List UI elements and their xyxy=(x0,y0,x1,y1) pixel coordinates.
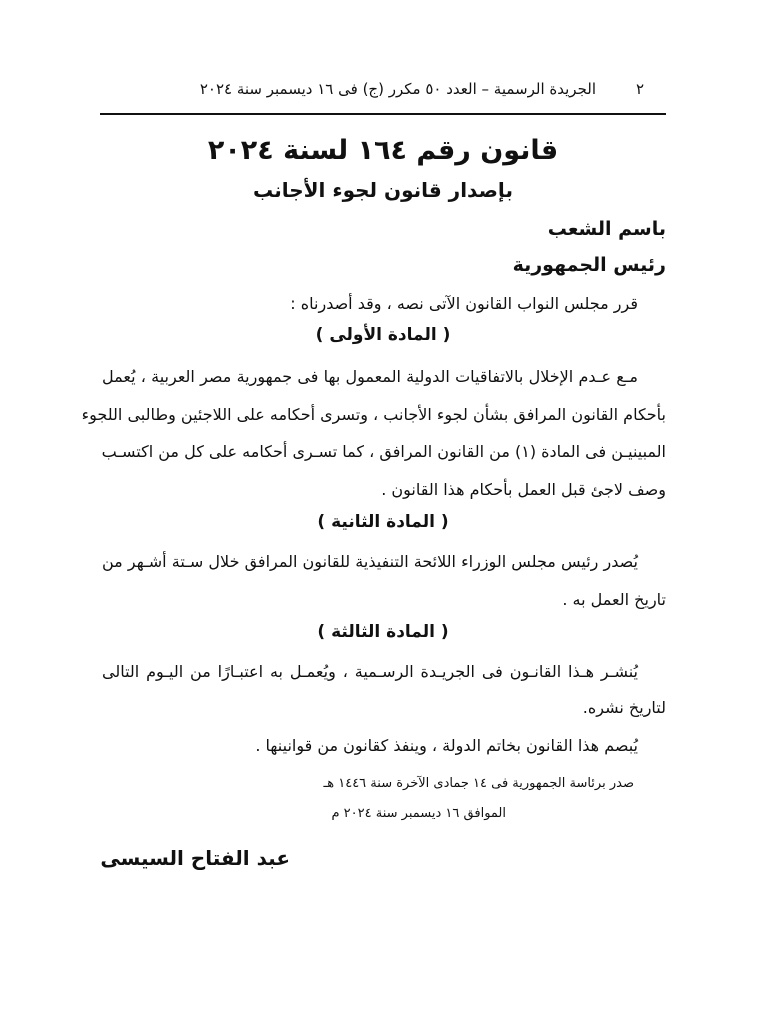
article-2-line: تاريخ العمل به . xyxy=(562,590,666,609)
article-2-line: يُصدر رئيس مجلس الوزراء اللائحة التنفيذية للقانون المرافق خلال سـتة أشـهر من xyxy=(102,552,638,571)
in-name-of-heading: باسم الشعب xyxy=(547,218,666,240)
preamble: قرر مجلس النواب القانون الآتى نصه ، وقد أصدرناه : xyxy=(290,294,638,313)
article-2-title: ( المادة الثانية ) xyxy=(317,512,449,532)
article-1-title: ( المادة الأولى ) xyxy=(315,325,451,345)
page-number: ٢ xyxy=(635,80,644,98)
article-1-line: بأحكام القانون المرافق بشأن لجوء الأجانب ، وتسرى أحكامه على اللاجئين وطالبى اللجوء xyxy=(81,405,666,424)
president-signature: عبد الفتاح السيسى xyxy=(100,846,290,870)
gazette-header: الجريدة الرسمية – العدد ٥٠ مكرر (ج) فى ١٦ ديسمبر سنة ٢٠٢٤ xyxy=(199,80,596,98)
law-subtitle: بإصدار قانون لجوء الأجانب xyxy=(253,178,513,202)
law-title: قانون رقم ١٦٤ لسنة ٢٠٢٤ xyxy=(207,135,559,166)
issued-date: صدر برئاسة الجمهورية فى ١٤ جمادى الآخرة سنة ١٤٤٦ هـ xyxy=(323,776,634,791)
header-rule xyxy=(100,113,666,115)
seal-statement: يُبصم هذا القانون بخاتم الدولة ، وينفذ كقانون من قوانينها . xyxy=(255,736,638,755)
article-1-line: المبينيـن فى المادة (١) من القانون المرافق ، كما تسـرى أحكامه على كل من اكتسـب xyxy=(101,442,666,461)
article-1-line: مـع عـدم الإخلال بالاتفاقيات الدولية المعمول بها فى جمهورية مصر العربية ، يُعمل xyxy=(102,367,638,386)
article-3-title: ( المادة الثالثة ) xyxy=(317,622,449,642)
article-3-line: يُنشـر هـذا القانـون فى الجريـدة الرسـمية ، ويُعمـل به اعتبـارًا من اليـوم التالى xyxy=(102,662,638,681)
president-heading: رئيس الجمهورية xyxy=(512,254,666,276)
gregorian-date: الموافق ١٦ ديسمبر سنة ٢٠٢٤ م xyxy=(331,806,506,821)
article-1-line: وصف لاجئ قبل العمل بأحكام هذا القانون . xyxy=(381,480,666,499)
article-3-line: لتاريخ نشره. xyxy=(582,698,666,717)
